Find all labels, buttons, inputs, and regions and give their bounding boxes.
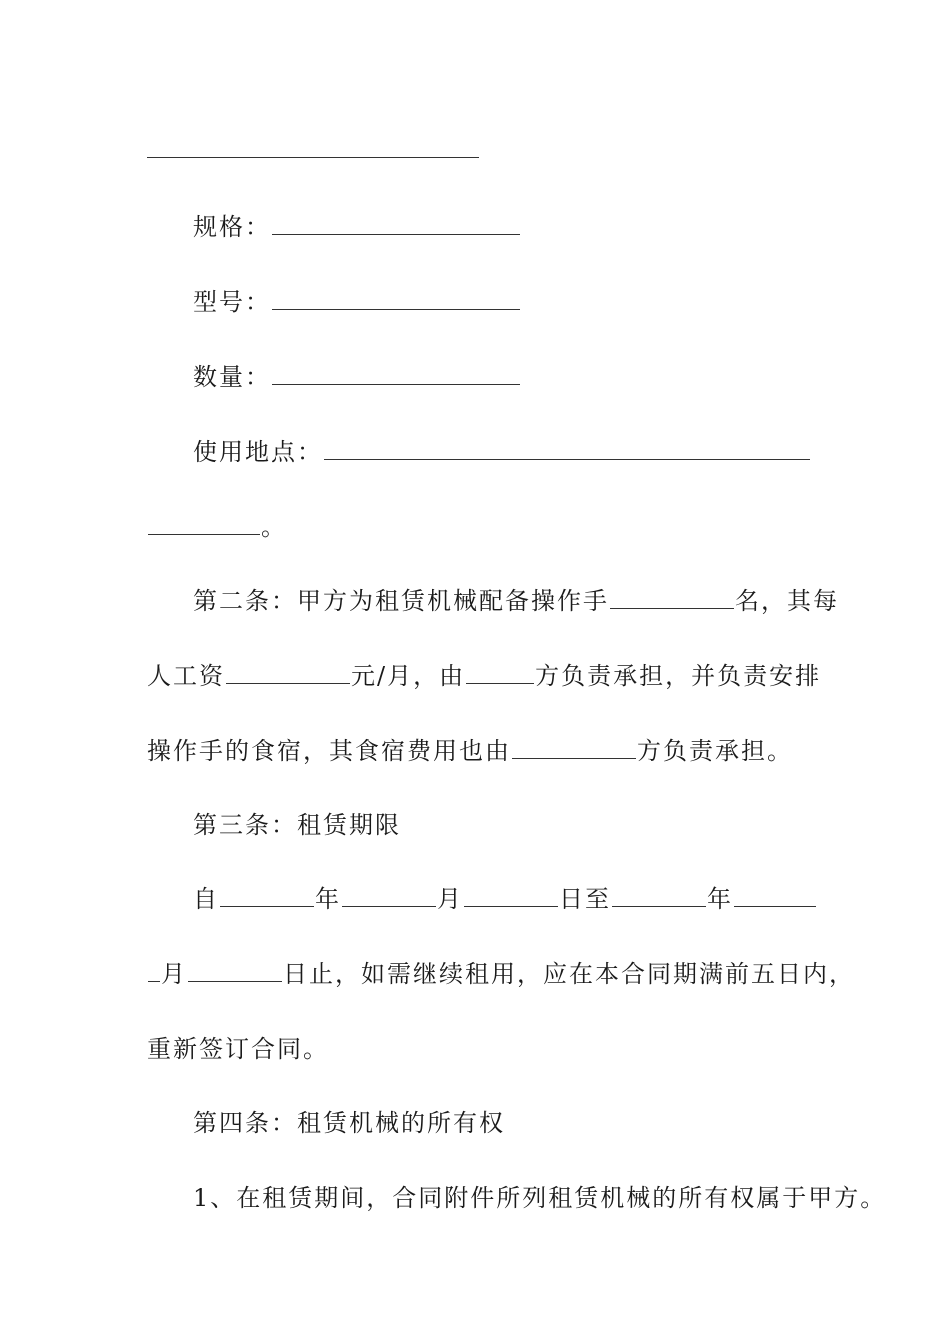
start-day-blank (464, 886, 558, 907)
article3-line3 (147, 1034, 329, 1064)
location-label: 使用地点： (193, 438, 323, 466)
renew-text: 重新签订合同。 (147, 1035, 329, 1063)
article2-line2 (147, 661, 821, 691)
spec-row (193, 212, 521, 242)
article4-heading-text: 第四条：租赁机械的所有权 (193, 1109, 505, 1137)
model-label: 型号： (193, 288, 271, 316)
article3-line1 (193, 884, 817, 914)
from-label: 自 (193, 885, 219, 913)
wage-party-blank (466, 663, 534, 684)
article4-item1 (193, 1183, 886, 1213)
article3-heading (193, 810, 401, 840)
end-day-blank (188, 961, 282, 982)
article2-part4: 元/月，由 (351, 662, 466, 690)
article2-line1 (193, 586, 839, 616)
lodging-party-blank (512, 738, 636, 759)
day-to-label: 日至 (559, 885, 611, 913)
end-year-blank (612, 886, 706, 907)
end-month-blank-b (148, 961, 160, 982)
start-year-blank (220, 886, 314, 907)
article2-part3: 人工资 (147, 662, 225, 690)
article2-line3 (147, 736, 793, 766)
article4-item1-text: 1、在租赁期间，合同附件所列租赁机械的所有权属于甲方。 (193, 1184, 887, 1212)
article4-heading (193, 1108, 505, 1138)
top-blank-line (147, 157, 479, 158)
article3-heading-text: 第三条：租赁期限 (193, 811, 401, 839)
article2-part1: 第二条：甲方为租赁机械配备操作手 (193, 587, 609, 615)
quantity-row (193, 362, 521, 392)
operator-count-blank (610, 588, 734, 609)
model-row (193, 287, 521, 317)
month-label: 月 (437, 885, 463, 913)
quantity-label: 数量： (193, 363, 271, 391)
start-month-blank (342, 886, 436, 907)
year-label: 年 (315, 885, 341, 913)
article2-part5: 方负责承担，并负责安排 (535, 662, 822, 690)
spec-blank (272, 214, 520, 235)
model-blank (272, 289, 520, 310)
article2-part2: 名，其每 (735, 587, 839, 615)
article3-line2 (147, 959, 855, 989)
location-end: 。 (261, 513, 287, 541)
location-blank-cont (148, 514, 260, 535)
year2-label: 年 (707, 885, 733, 913)
wage-blank (226, 663, 350, 684)
location-row-cont (147, 512, 287, 542)
article2-part7: 方负责承担。 (637, 737, 793, 765)
location-row (193, 437, 811, 467)
day-end-text: 日止，如需继续租用，应在本合同期满前五日内， (283, 960, 855, 988)
month2-label: 月 (161, 960, 187, 988)
spec-label: 规格： (193, 213, 271, 241)
end-month-blank-a (734, 886, 816, 907)
quantity-blank (272, 364, 520, 385)
location-blank (324, 439, 810, 460)
article2-part6: 操作手的食宿，其食宿费用也由 (147, 737, 511, 765)
